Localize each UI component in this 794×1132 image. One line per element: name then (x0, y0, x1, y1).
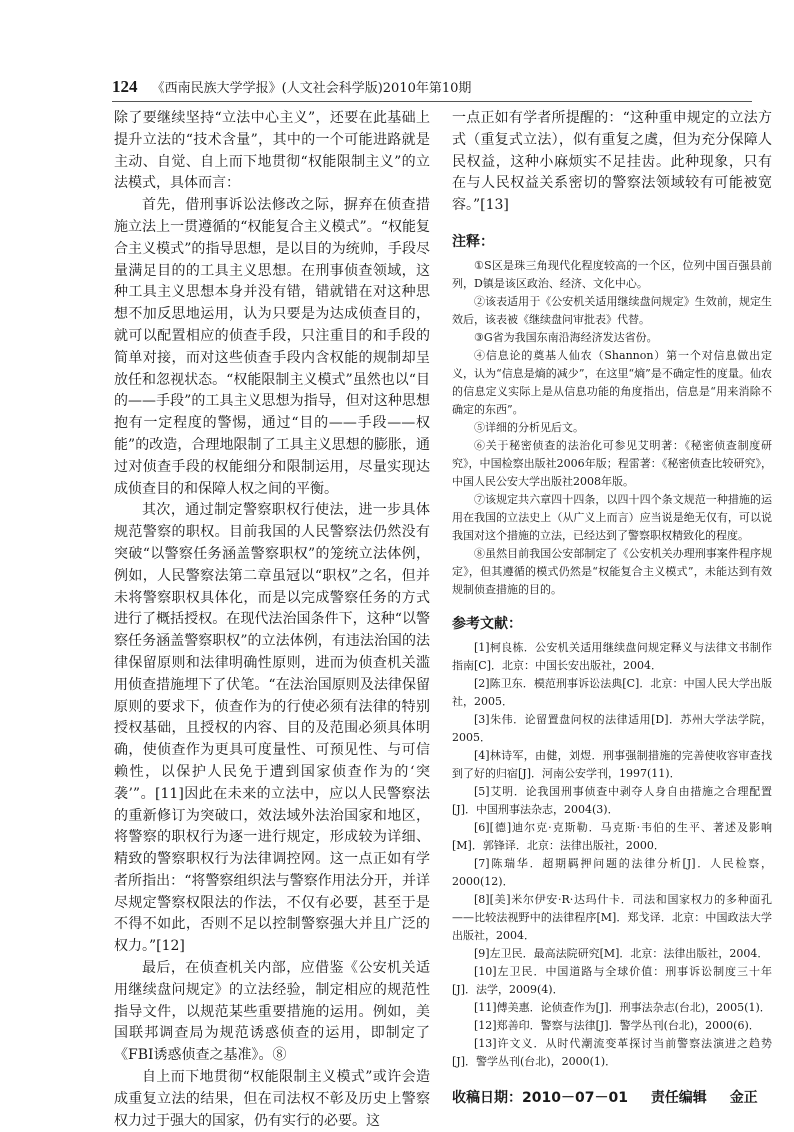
reference-item: [4]林诗军，由健，刘煜．刑事强制措施的完善使收容审查找到了好的归宿[J]．河南公安学刊，1997(11)． (452, 748, 772, 780)
note-item: ⑥关于秘密侦查的法治化可参见艾明著：《秘密侦查制度研究》，中国检察出版社2006年版；程雷著：《秘密侦查比较研究》，中国人民公安大学出版社2008年版。 (452, 438, 772, 488)
received-date: 收稿日期：2010－07－01 (452, 1089, 628, 1106)
references-heading: 参考文献： (452, 615, 522, 632)
notes-list (452, 257, 772, 599)
reference-item: [5]艾明．论我国刑事侦查中剥夺人身自由措施之合理配置[J]．中国刑事法杂志，2004(3)． (452, 784, 772, 816)
note-item: ③G省为我国东南沿海经济发达省份。 (474, 330, 658, 344)
note-item: ②该表适用于《公安机关适用继续盘问规定》生效前，规定生效后，该表被《继续盘问审批表》代替。 (452, 294, 772, 326)
note-item: ⑤详细的分析见后文。 (474, 420, 584, 434)
references-list (452, 639, 772, 1071)
reference-item: [7]陈瑞华．超期羁押问题的法律分析[J]．人民检察，2000(12)． (452, 856, 772, 888)
reference-item: [6][德]迪尔克·克斯勒．马克斯·韦伯的生平、著述及影响[M]．郭锋译．北京：法律出版社，2000． (452, 820, 772, 852)
left-column (114, 108, 430, 1129)
header-rule (112, 101, 752, 102)
reference-item: [2]陈卫东．模范刑事诉讼法典[C]．北京：中国人民大学出版社，2005． (452, 676, 772, 708)
body-paragraph: 自上而下地贯彻“权能限制主义模式”或许会造成重复立法的结果，但在司法权不彰及历史上警察权力过于强大的国家，仍有实行的必要。这 (114, 1069, 430, 1129)
reference-item: [12]郑善印．警察与法律[J]．警学丛刊(台北)，2000(6)． (474, 1018, 760, 1032)
running-header (112, 76, 732, 98)
page-number: 124 (112, 77, 138, 96)
reference-item: [9]左卫民．最高法院研究[M]．北京：法律出版社，2004． (474, 946, 769, 960)
reference-item: [8][美]米尔伊安·R·达玛什卡．司法和国家权力的多种面孔——比较法视野中的法律程序[M]．郑戈译．北京：中国政法大学出版社，2004． (452, 892, 772, 942)
body-paragraph: 除了要继续坚持“立法中心主义”，还要在此基础上提升立法的“技术含量”，其中的一个可能进路就是主动、自觉、自上而下地贯彻“权能限制主义”的立法模式，具体而言： (114, 110, 430, 192)
body-paragraph: 其次，通过制定警察职权行使法，进一步具体规范警察的职权。目前我国的人民警察法仍然没有突破“以警察任务涵盖警察职权”的笼统立法体例，例如，人民警察法第二章虽冠以“职权”之名，但并未将警察职权具体化，而是以完成警察任务的方式进行了概括授权。在现代法治国条件下，这种“以警察任务涵盖警察职权”的立法体例，有违法治国的法律保留原则和法律明确性原则，进而为侦查机关滥用侦查措施埋下了伏笔。“在法治国原则及法律保留原则的要求下，侦查作为的行使必须有法律的特别授权基础，且授权的内容、目的及范围必须具体明确，使侦查作为更具可度量性、可预见性、与可信赖性，以保护人民免于遭到国家侦查作为的‘突袭’”。[11]因此在未来的立法中，应以人民警察法的重新修订为突破口，效法域外法治国家和地区，将警察的职权行为逐一进行规定，形成较为详细、精致的警察职权行为法律调控网。这一点正如有学者所指出：“将警察组织法与警察作用法分开，并详尽规定警察权限法的作法，不仅有必要，甚至于是不得不如此，否则不足以控制警察强大并且广泛的权力。”[12] (114, 502, 430, 955)
note-item: ⑦该规定共六章四十四条，以四十四个条文规范一种措施的运用在我国的立法史上（从广义上而言）应当说是绝无仅有，可以说我国对这个措施的立法，已经达到了警察职权精致化的程度。 (452, 492, 772, 542)
right-column (452, 108, 772, 1106)
body-paragraph: 最后，在侦查机关内部，应借鉴《公安机关适用继续盘问规定》的立法经验，制定相应的规范性指导文件，以规范某些重要措施的运用。例如，美国联邦调查局为规范诱惑侦查的运用，即制定了《FBI诱惑侦查之基准》。⑧ (114, 960, 430, 1064)
article-footer (452, 1087, 772, 1107)
reference-item: [10]左卫民．中国道路与全球价值：刑事诉讼制度三十年[J]．法学，2009(4)． (452, 964, 772, 996)
body-paragraph: 一点正如有学者所提醒的：“这种重申规定的立法方式（重复式立法），似有重复之虞，但为充分保障人民权益，这种小麻烦实不足挂齿。此种现象，只有在与人民权益关系密切的警察法领域较有可能被宽容。”[13] (452, 110, 772, 214)
reference-item: [13]许文义．从时代潮流变革探讨当前警察法演进之趋势[J]．警学丛刊(台北)，2000(1)． (452, 1036, 772, 1068)
body-paragraph: 首先，借刑事诉讼法修改之际，摒弃在侦查措施立法上一贯遵循的“权能复合主义模式”。“权能复合主义模式”的指导思想，是以目的为统帅，手段尽量满足目的的工具主义思想。在刑事侦查领域，这种工具主义思想本身并没有错，错就错在对这种思想不加反思地运用，认为只要是为达成侦查目的，就可以配置相应的侦查手段，只注重目的和手段的简单对接，而对这些侦查手段内含权能的规制却呈放任和忽视状态。“权能限制主义模式”虽然也以“目的——手段”的工具主义思想为指导，但对这种思想抱有一定程度的警惕，通过“目的——手段——权能”的改造，合理地限制了工具主义思想的膨胀，通过对侦查手段的权能细分和限制运用，尽量实现达成侦查目的和保障人权之间的平衡。 (114, 197, 430, 497)
note-item: ④信息论的奠基人仙农（Shannon）第一个对信息做出定义，认为“信息是熵的减少”，在这里“熵”是不确定性的度量。仙农的信息定义实际上是从信息功能的角度指出，信息是“用来消除不确定的东西”。 (452, 348, 772, 416)
note-item: ①S区是珠三角现代化程度较高的一个区，位列中国百强县前列，D镇是该区政治、经济、文化中心。 (452, 258, 772, 290)
journal-title: 《西南民族大学学报》(人文社会科学版)2010年第10期 (151, 81, 472, 96)
notes-heading: 注释： (452, 233, 494, 250)
editor-name: 金正 (729, 1089, 758, 1106)
editor-label: 责任编辑 (650, 1089, 707, 1106)
reference-item: [3]朱伟．论留置盘问权的法律适用[D]．苏州大学法学院，2005． (452, 712, 772, 744)
reference-item: [11]傅美惠．论侦查作为[J]．刑事法杂志(台北)，2005(1)． (474, 1000, 771, 1014)
reference-item: [1]柯良栋．公安机关适用继续盘问规定释义与法律文书制作指南[C]．北京：中国长安出版社，2004． (452, 640, 772, 672)
note-item: ⑧虽然目前我国公安部制定了《公安机关办理刑事案件程序规定》，但其遵循的模式仍然是“权能复合主义模式”，未能达到有效规制侦查措施的目的。 (452, 546, 772, 596)
